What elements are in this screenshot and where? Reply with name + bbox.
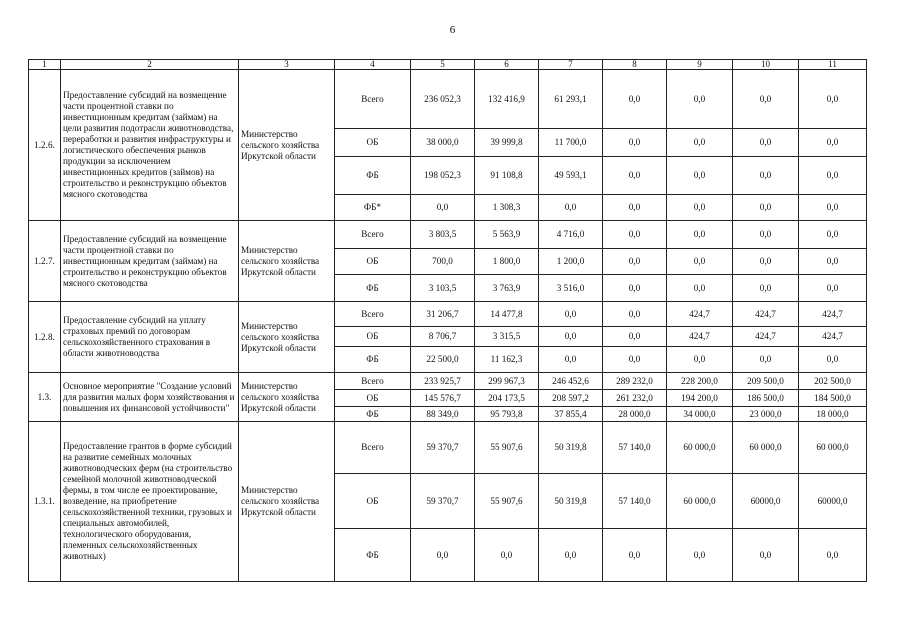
item-code: 1.2.8.	[29, 302, 61, 373]
value-cell: 1 800,0	[475, 249, 539, 275]
value-cell: 28 000,0	[603, 407, 667, 422]
value-cell: 0,0	[799, 195, 867, 221]
item-description: Предоставление субсидий на уплату страховых премий по договорам сельскохозяйственного страхования в области животноводства	[61, 302, 239, 373]
column-number: 10	[733, 60, 799, 70]
value-cell: 0,0	[667, 70, 733, 129]
value-cell: 0,0	[603, 70, 667, 129]
value-cell: 0,0	[799, 275, 867, 302]
funding-source: ФБ	[335, 529, 411, 582]
value-cell: 5 563,9	[475, 221, 539, 249]
column-number-row	[29, 60, 867, 70]
item-executor: Министерство сельского хозяйства Иркутской области	[239, 70, 335, 221]
value-cell: 184 500,0	[799, 390, 867, 407]
item-executor: Министерство сельского хозяйства Иркутской области	[239, 373, 335, 422]
value-cell: 198 052,3	[411, 157, 475, 195]
value-cell: 0,0	[603, 275, 667, 302]
value-cell: 0,0	[667, 529, 733, 582]
value-cell: 424,7	[667, 327, 733, 347]
value-cell: 0,0	[603, 327, 667, 347]
item-description: Предоставление грантов в форме субсидий на развитие семейных молочных животноводческих ферм (на строительство семейной молочной животноводческой фермы, в том числе ее проектирование, возведение, на приобретение сельскохозяйственной техники, грузовых и специальных автомобилей, технологического оборудования, племенных сельскохозяйственных животных)	[61, 422, 239, 582]
table-row	[29, 302, 867, 327]
value-cell: 1 308,3	[475, 195, 539, 221]
funding-source: Всего	[335, 70, 411, 129]
value-cell: 91 108,8	[475, 157, 539, 195]
value-cell: 233 925,7	[411, 373, 475, 390]
column-number: 7	[539, 60, 603, 70]
value-cell: 55 907,6	[475, 422, 539, 474]
table-row	[29, 221, 867, 249]
value-cell: 0,0	[603, 195, 667, 221]
item-code: 1.3.	[29, 373, 61, 422]
value-cell: 208 597,2	[539, 390, 603, 407]
value-cell: 0,0	[667, 347, 733, 373]
value-cell: 236 052,3	[411, 70, 475, 129]
column-number: 5	[411, 60, 475, 70]
value-cell: 0,0	[603, 347, 667, 373]
value-cell: 4 716,0	[539, 221, 603, 249]
value-cell: 3 103,5	[411, 275, 475, 302]
value-cell: 18 000,0	[799, 407, 867, 422]
column-number: 1	[29, 60, 61, 70]
item-executor: Министерство сельского хозяйства Иркутской области	[239, 302, 335, 373]
value-cell: 0,0	[733, 129, 799, 157]
table-row	[29, 70, 867, 129]
value-cell: 0,0	[733, 70, 799, 129]
value-cell: 0,0	[539, 302, 603, 327]
value-cell: 246 452,6	[539, 373, 603, 390]
value-cell: 59 370,7	[411, 422, 475, 474]
value-cell: 209 500,0	[733, 373, 799, 390]
item-description: Предоставление субсидий на возмещение части процентной ставки по инвестиционным кредитам (займам) на строительство и реконструкцию объектов мясного скотоводства	[61, 221, 239, 302]
value-cell: 60 000,0	[667, 422, 733, 474]
value-cell: 0,0	[667, 195, 733, 221]
value-cell: 424,7	[733, 302, 799, 327]
value-cell: 60000,0	[799, 474, 867, 529]
column-number: 3	[239, 60, 335, 70]
value-cell: 60000,0	[733, 474, 799, 529]
value-cell: 31 206,7	[411, 302, 475, 327]
value-cell: 0,0	[733, 221, 799, 249]
value-cell: 3 803,5	[411, 221, 475, 249]
value-cell: 23 000,0	[733, 407, 799, 422]
value-cell: 424,7	[733, 327, 799, 347]
value-cell: 228 200,0	[667, 373, 733, 390]
value-cell: 57 140,0	[603, 474, 667, 529]
value-cell: 0,0	[733, 529, 799, 582]
value-cell: 61 293,1	[539, 70, 603, 129]
value-cell: 37 855,4	[539, 407, 603, 422]
funding-source: ОБ	[335, 249, 411, 275]
table-row	[29, 373, 867, 390]
budget-table	[28, 59, 867, 582]
value-cell: 49 593,1	[539, 157, 603, 195]
value-cell: 95 793,8	[475, 407, 539, 422]
value-cell: 0,0	[733, 157, 799, 195]
value-cell: 0,0	[799, 249, 867, 275]
value-cell: 0,0	[799, 347, 867, 373]
funding-source: ОБ	[335, 327, 411, 347]
funding-source: Всего	[335, 302, 411, 327]
page-number: 6	[449, 24, 456, 36]
value-cell: 0,0	[799, 221, 867, 249]
value-cell: 186 500,0	[733, 390, 799, 407]
value-cell: 0,0	[733, 347, 799, 373]
value-cell: 14 477,8	[475, 302, 539, 327]
value-cell: 0,0	[733, 275, 799, 302]
value-cell: 57 140,0	[603, 422, 667, 474]
value-cell: 0,0	[411, 529, 475, 582]
item-code: 1.2.6.	[29, 70, 61, 221]
value-cell: 59 370,7	[411, 474, 475, 529]
value-cell: 145 576,7	[411, 390, 475, 407]
value-cell: 8 706,7	[411, 327, 475, 347]
table-row	[29, 422, 867, 474]
item-code: 1.2.7.	[29, 221, 61, 302]
column-number: 9	[667, 60, 733, 70]
value-cell: 60 000,0	[667, 474, 733, 529]
value-cell: 0,0	[799, 529, 867, 582]
value-cell: 55 907,6	[475, 474, 539, 529]
funding-source: ОБ	[335, 474, 411, 529]
funding-source: ФБ*	[335, 195, 411, 221]
item-executor: Министерство сельского хозяйства Иркутской области	[239, 221, 335, 302]
value-cell: 0,0	[667, 221, 733, 249]
column-number: 2	[61, 60, 239, 70]
value-cell: 0,0	[799, 70, 867, 129]
value-cell: 50 319,8	[539, 474, 603, 529]
value-cell: 0,0	[539, 347, 603, 373]
value-cell: 34 000,0	[667, 407, 733, 422]
value-cell: 0,0	[603, 249, 667, 275]
value-cell: 299 967,3	[475, 373, 539, 390]
value-cell: 0,0	[667, 129, 733, 157]
value-cell: 424,7	[799, 327, 867, 347]
value-cell: 424,7	[799, 302, 867, 327]
value-cell: 3 763,9	[475, 275, 539, 302]
value-cell: 60 000,0	[733, 422, 799, 474]
value-cell: 3 516,0	[539, 275, 603, 302]
value-cell: 0,0	[733, 195, 799, 221]
funding-source: ФБ	[335, 157, 411, 195]
value-cell: 11 700,0	[539, 129, 603, 157]
funding-source: ФБ	[335, 347, 411, 373]
funding-source: ОБ	[335, 129, 411, 157]
item-description: Основное мероприятие "Создание условий для развития малых форм хозяйствования и повышения их финансовой устойчивости"	[61, 373, 239, 422]
value-cell: 0,0	[667, 249, 733, 275]
value-cell: 700,0	[411, 249, 475, 275]
value-cell: 11 162,3	[475, 347, 539, 373]
value-cell: 202 500,0	[799, 373, 867, 390]
value-cell: 0,0	[667, 275, 733, 302]
value-cell: 132 416,9	[475, 70, 539, 129]
value-cell: 261 232,0	[603, 390, 667, 407]
value-cell: 39 999,8	[475, 129, 539, 157]
column-number: 6	[475, 60, 539, 70]
value-cell: 0,0	[799, 129, 867, 157]
value-cell: 0,0	[539, 327, 603, 347]
funding-source: Всего	[335, 373, 411, 390]
column-number: 11	[799, 60, 867, 70]
column-number: 4	[335, 60, 411, 70]
value-cell: 1 200,0	[539, 249, 603, 275]
value-cell: 0,0	[603, 157, 667, 195]
value-cell: 3 315,5	[475, 327, 539, 347]
value-cell: 0,0	[603, 129, 667, 157]
funding-source: Всего	[335, 422, 411, 474]
value-cell: 0,0	[799, 157, 867, 195]
value-cell: 0,0	[539, 529, 603, 582]
value-cell: 60 000,0	[799, 422, 867, 474]
funding-source: ФБ	[335, 275, 411, 302]
value-cell: 0,0	[603, 302, 667, 327]
value-cell: 0,0	[539, 195, 603, 221]
item-code: 1.3.1.	[29, 422, 61, 582]
funding-source: ФБ	[335, 407, 411, 422]
value-cell: 50 319,8	[539, 422, 603, 474]
value-cell: 0,0	[733, 249, 799, 275]
funding-source: Всего	[335, 221, 411, 249]
value-cell: 22 500,0	[411, 347, 475, 373]
value-cell: 0,0	[411, 195, 475, 221]
value-cell: 88 349,0	[411, 407, 475, 422]
value-cell: 424,7	[667, 302, 733, 327]
item-executor: Министерство сельского хозяйства Иркутской области	[239, 422, 335, 582]
value-cell: 0,0	[475, 529, 539, 582]
value-cell: 0,0	[603, 221, 667, 249]
value-cell: 204 173,5	[475, 390, 539, 407]
value-cell: 194 200,0	[667, 390, 733, 407]
value-cell: 38 000,0	[411, 129, 475, 157]
value-cell: 0,0	[603, 529, 667, 582]
value-cell: 289 232,0	[603, 373, 667, 390]
funding-source: ОБ	[335, 390, 411, 407]
item-description: Предоставление субсидий на возмещение части процентной ставки по инвестиционным кредитам (займам) на цели развития подотрасли животноводства, переработки и развития инфраструктуры и логистического обеспечения рынков продукции за исключением инвестиционных кредитов (займов) на строительство и реконструкцию объектов мясного скотоводства	[61, 70, 239, 221]
column-number: 8	[603, 60, 667, 70]
value-cell: 0,0	[667, 157, 733, 195]
